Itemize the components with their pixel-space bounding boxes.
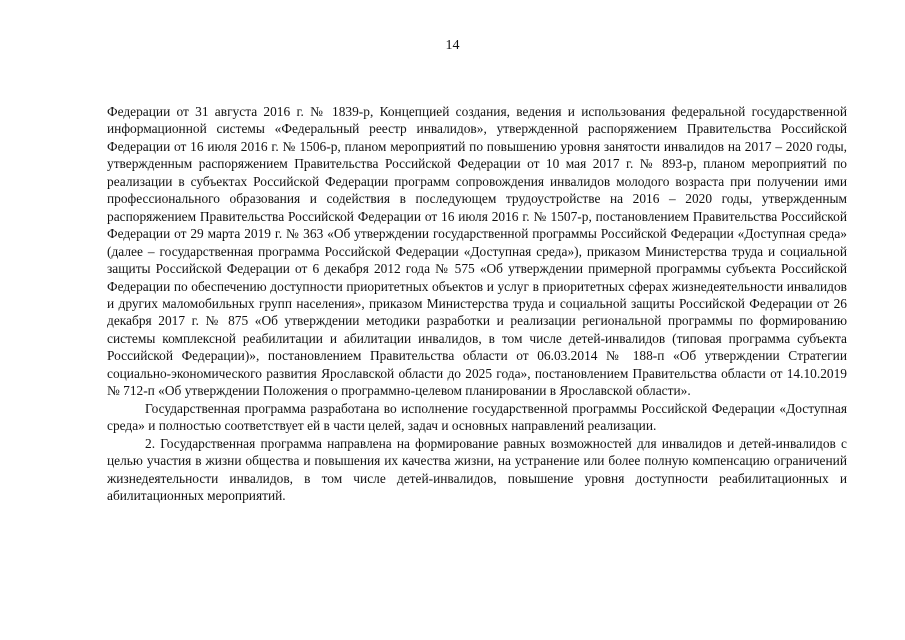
page-number: 14 bbox=[445, 38, 460, 53]
paragraph-program-compliance: Государственная программа разработана во исполнение государственной программы Российской Федерации «Доступная среда» и полностью соответствует ей в части целей, задач и основных направлений реализации. bbox=[107, 400, 847, 434]
document-body bbox=[107, 103, 847, 504]
paragraph-program-purpose: 2. Государственная программа направлена на формирование равных возможностей для инвалидов и детей-инвалидов с целью участия в жизни общества и повышения их качества жизни, на устранение или более полную компенсацию ограничений жизнедеятельности инвалидов, в том числе детей-инвалидов, повышение уровня доступности реабилитационных и абилитационных мероприятий. bbox=[107, 435, 847, 503]
paragraph-legal-basis: Федерации от 31 августа 2016 г. № 1839-р, Концепцией создания, ведения и использования федеральной государственной информационной системы «Федеральный реестр инвалидов», утвержденной распоряжением Правительства Российской Федерации от 16 июля 2016 г. № 1506-р, планом мероприятий по повышению уровня занятости инвалидов на 2017 – 2020 годы, утвержденным распоряжением Правительства Российской Федерации от 10 мая 2017 г. № 893-р, планом мероприятий по реализации в субъектах Российской Федерации программ сопровождения инвалидов молодого возраста при получении ими профессионального образования и содействия в последующем трудоустройстве на 2016 – 2020 годы, утвержденным распоряжением Правительства Российской Федерации от 16 июля 2016 г. № 1507-р, постановлением Правительства Российской Федерации от 29 марта 2019 г. № 363 «Об утверждении государственной программы Российской Федерации «Доступная среда» (далее – государственная программа Российской Федерации «Доступная среда»), приказом Министерства труда и социальной защиты Российской Федерации от 6 декабря 2012 года № 575 «Об утверждении примерной программы субъекта Российской Федерации по обеспечению доступности приоритетных объектов и услуг в приоритетных сферах жизнедеятельности инвалидов и других маломобильных групп населения», приказом Министерства труда и социальной защиты Российской Федерации от 26 декабря 2017 г. № 875 «Об утверждении методики разработки и реализации региональной программы по формированию системы комплексной реабилитации и абилитации инвалидов, в том числе детей-инвалидов (типовая программа субъекта Российской Федерации)», постановлением Правительства области от 06.03.2014 № 188-п «Об утверждении Стратегии социально-экономического развития Ярославской области до 2025 года», постановлением Правительства области от 14.10.2019 № 712-п «Об утверждении Положения о программно-целевом планировании в Ярославской области». bbox=[107, 104, 847, 399]
